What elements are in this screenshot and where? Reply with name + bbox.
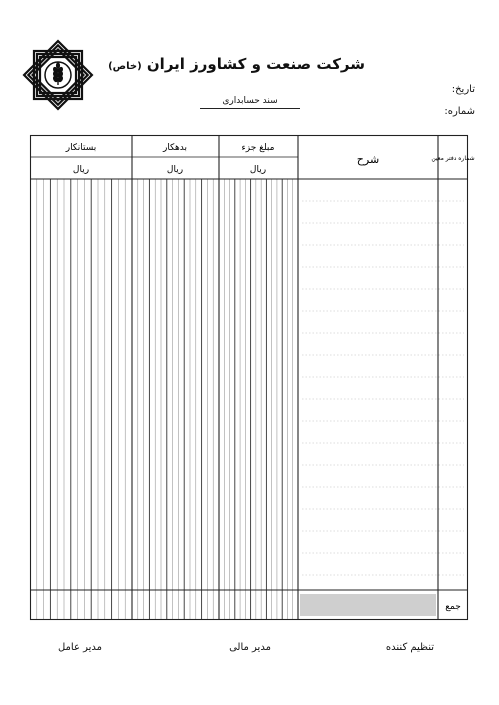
debit-currency-label: ریال	[166, 165, 184, 175]
voucher-table	[30, 135, 475, 621]
description-column-header: شرح	[356, 153, 380, 166]
credit-column-header: بستانکار	[65, 143, 97, 153]
ceo-label: مدیر عامل	[57, 642, 103, 653]
date-label: تاریخ:	[451, 84, 475, 95]
table-frame	[30, 135, 468, 620]
total-description-shade	[300, 594, 436, 616]
company-logo	[26, 43, 90, 107]
company-title-text: شرکت صنعت و کشاورز ایران	[146, 55, 365, 73]
number-label: شماره:	[444, 106, 475, 117]
credit-currency-label: ریال	[72, 165, 90, 175]
debit-column-header: بدهکار	[162, 143, 188, 153]
company-title	[108, 55, 365, 73]
prepared-by-label: تنظیم کننده	[385, 642, 435, 653]
account-column-header: شماره دفتر معین	[431, 155, 475, 162]
partial-currency-label: ریال	[249, 165, 267, 175]
company-title-suffix: (خاص)	[108, 61, 142, 72]
ledger-rule-lines	[37, 179, 293, 620]
wheat-emblem-icon	[26, 43, 90, 107]
finance-manager-label: مدیر مالی	[229, 642, 271, 653]
total-label: جمع	[445, 602, 461, 612]
description-row-lines	[302, 201, 464, 575]
document-subtitle: سند حسابداری	[200, 96, 300, 109]
partial-amount-column-header: مبلغ جزء	[241, 143, 275, 153]
